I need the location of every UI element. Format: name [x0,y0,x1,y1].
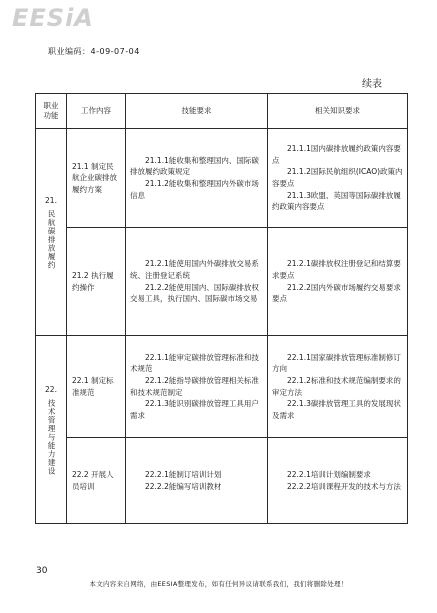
function-cell [36,129,67,336]
table-row [36,336,408,438]
knowledge-item: 21.2.1碳排放权注册登记和结算要求要点 [272,259,401,280]
knowledge-cell [268,336,408,438]
skill-item: 21.1.1能收集和整理国内、国际碳排放履约政策规定 [130,155,259,177]
skill-item: 22.2.1能制订培训计划 [145,469,222,479]
skill-item: 22.1.1能审定碳排放管理标准和技术规范 [130,352,259,374]
table-row [36,438,408,524]
skill-item: 22.2.2能编写培训教材 [145,481,222,491]
footer-disclaimer: 本文内容来自网络，由EESIA整理发布，如有任何异议请联系我们，我们将删除处理！ [89,580,348,588]
header-skill: 技能要求 [126,94,268,129]
function-number: 22. [45,384,57,394]
knowledge-item: 21.1.3欧盟、英国等国际碳排放履约政策内容要点 [272,190,401,212]
job-code: 职业编码：4-09-07-04 [48,47,140,56]
continued-label: 续表 [362,79,382,90]
knowledge-item: 22.1.1国家碳排放管理标准制修订方向 [272,352,401,374]
skill-cell [126,129,268,228]
standards-table [35,93,408,524]
knowledge-item: 21.1.1国内碳排放履约政策内容要点 [272,144,401,165]
page-number: 30 [36,566,48,576]
function-number: 21. [45,195,57,205]
work-content: 22.1 制定标准规范 [67,336,126,438]
skill-item: 21.1.2能收集和整理国内外碳市场信息 [130,179,259,200]
work-content: 22.2 开展人员培训 [67,438,126,524]
function-name: 民航碳排放履约 [47,209,57,270]
skill-item: 21.2.2能使用国内、国际碳排放权交易工具，执行国内、国际碳市场交易 [130,282,259,304]
knowledge-cell [268,129,408,228]
eesia-logo: EESiA [12,4,94,32]
skill-cell [126,438,268,524]
skill-item: 22.1.3能识别碳排放管理工具用户需求 [130,399,259,420]
table-row [36,129,408,228]
function-cell [36,336,67,524]
table-header-row [36,94,408,129]
work-content: 21.1 制定民航企业碳排放履约方案 [67,129,126,228]
knowledge-item: 22.2.2培训课程开发的技术与方法 [287,481,401,491]
knowledge-cell [268,228,408,336]
knowledge-item: 21.1.2国际民航组织(ICAO)政策内容要点 [272,167,403,188]
knowledge-item: 21.2.2国内外碳市场履约交易要求要点 [272,282,401,304]
function-name: 技术管理与能力建设 [47,398,57,476]
skill-cell [126,228,268,336]
header-knowledge: 相关知识要求 [268,94,408,129]
knowledge-item: 22.2.1培训计划编制要求 [287,469,371,479]
skill-cell [126,336,268,438]
header-function: 职业功能 [36,94,67,129]
knowledge-item: 22.1.3碳排放管理工具的发展现状及需求 [272,399,401,420]
knowledge-item: 22.1.2标准和技术规范编制要求的审定方法 [272,375,401,397]
header-work: 工作内容 [67,94,126,129]
work-content: 21.2 执行履约操作 [67,228,126,336]
table-row [36,228,408,336]
knowledge-cell [268,438,408,524]
skill-item: 22.1.2能指导碳排放管理相关标准和技术规范制定 [130,375,259,397]
skill-item: 21.2.1能使用国内外碳排放交易系统、注册登记系统 [130,259,259,280]
